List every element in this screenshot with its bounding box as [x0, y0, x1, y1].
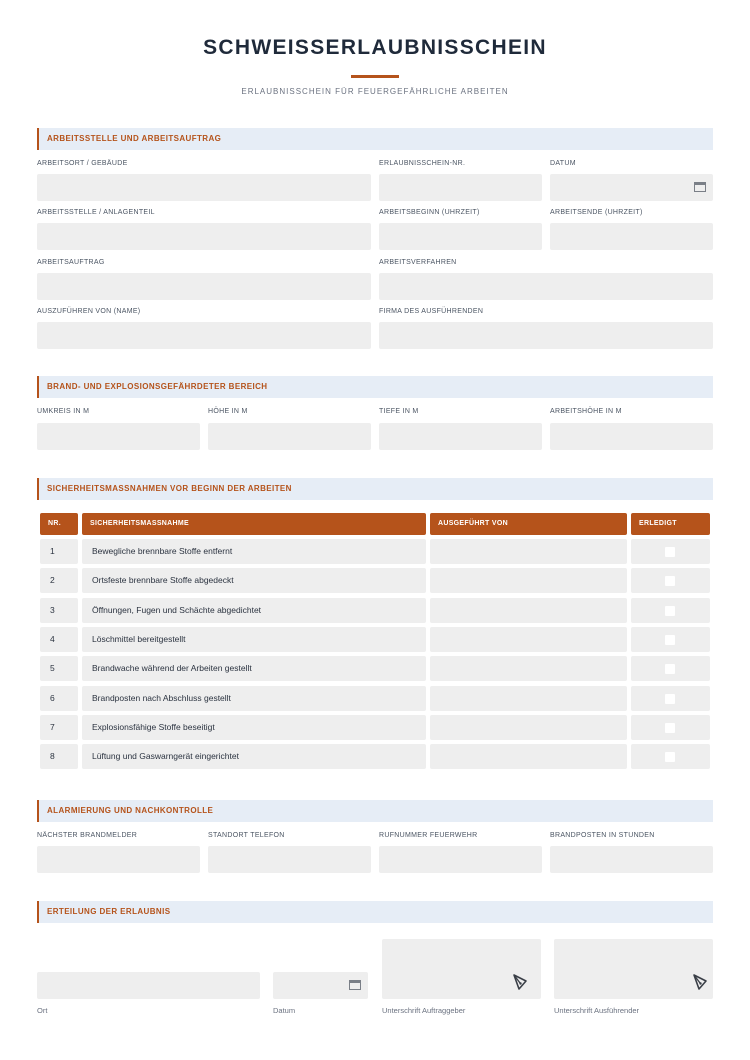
- erledigt-checkbox[interactable]: [665, 752, 675, 762]
- brandmelder-field[interactable]: [37, 846, 200, 873]
- table-cell-massnahme: Explosionsfähige Stoffe beseitigt: [82, 715, 426, 740]
- table-cell-nr: 3: [40, 598, 78, 623]
- erledigt-checkbox[interactable]: [665, 664, 675, 674]
- calendar-icon[interactable]: [349, 980, 361, 990]
- label-umkreis: UMKREIS IN M: [37, 408, 90, 415]
- erledigt-checkbox[interactable]: [665, 606, 675, 616]
- erledigt-checkbox[interactable]: [665, 576, 675, 586]
- title-accent-line: [351, 75, 399, 78]
- label-signature-datum: Datum: [273, 1006, 296, 1015]
- label-arbeitsende: ARBEITSENDE (UHRZEIT): [550, 209, 643, 216]
- label-arbeitshoehe: ARBEITSHÖHE IN M: [550, 408, 622, 415]
- label-erlaubnisschein-nr: ERLAUBNISSCHEIN-NR.: [379, 160, 466, 167]
- table-cell-ausgefuehrt-von[interactable]: [430, 686, 627, 711]
- table-cell-massnahme: Lüftung und Gaswarngerät eingerichtet: [82, 744, 426, 769]
- label-datum: DATUM: [550, 160, 576, 167]
- label-telefon: STANDORT TELEFON: [208, 832, 285, 839]
- table-cell-massnahme: Öffnungen, Fugen und Schächte abgedichtet: [82, 598, 426, 623]
- table-cell-erledigt: [631, 598, 710, 623]
- section-header-alarmierung: ALARMIERUNG UND NACHKONTROLLE: [37, 800, 713, 822]
- table-cell-nr: 8: [40, 744, 78, 769]
- label-arbeitsverfahren: ARBEITSVERFAHREN: [379, 259, 457, 266]
- table-cell-erledigt: [631, 686, 710, 711]
- table-cell-ausgefuehrt-von[interactable]: [430, 627, 627, 652]
- table-cell-ausgefuehrt-von[interactable]: [430, 656, 627, 681]
- signature-ausfuehrender-field[interactable]: [554, 939, 713, 999]
- label-firma: FIRMA DES AUSFÜHRENDEN: [379, 308, 484, 315]
- section-header-brandbereich: BRAND- UND EXPLOSIONSGEFÄHRDETER BEREICH: [37, 376, 713, 398]
- label-arbeitsbeginn: ARBEITSBEGINN (UHRZEIT): [379, 209, 480, 216]
- label-brandmelder: NÄCHSTER BRANDMELDER: [37, 832, 138, 839]
- umkreis-field[interactable]: [37, 423, 200, 450]
- table-cell-nr: 5: [40, 656, 78, 681]
- erledigt-checkbox[interactable]: [665, 635, 675, 645]
- arbeitsauftrag-field[interactable]: [37, 273, 371, 300]
- table-cell-massnahme: Löschmittel bereitgestellt: [82, 627, 426, 652]
- label-arbeitsauftrag: ARBEITSAUFTRAG: [37, 259, 105, 266]
- erlaubnisschein-nr-field[interactable]: [379, 174, 542, 201]
- table-cell-massnahme: Brandposten nach Abschluss gestellt: [82, 686, 426, 711]
- table-header-erledigt: ERLEDIGT: [631, 513, 710, 535]
- section-header-erteilung: ERTEILUNG DER ERLAUBNIS: [37, 901, 713, 923]
- table-cell-erledigt: [631, 539, 710, 564]
- telefon-field[interactable]: [208, 846, 371, 873]
- auszufuehren-von-field[interactable]: [37, 322, 371, 349]
- table-cell-nr: 6: [40, 686, 78, 711]
- label-arbeitsstelle: ARBEITSSTELLE / ANLAGENTEIL: [37, 209, 155, 216]
- label-feuerwehr: RUFNUMMER FEUERWEHR: [379, 832, 478, 839]
- ort-field[interactable]: [37, 972, 260, 999]
- label-arbeitsort: ARBEITSORT / GEBÄUDE: [37, 160, 128, 167]
- arbeitsende-field[interactable]: [550, 223, 713, 250]
- erledigt-checkbox[interactable]: [665, 547, 675, 557]
- brandposten-field[interactable]: [550, 846, 713, 873]
- table-cell-massnahme: Brandwache während der Arbeiten gestellt: [82, 656, 426, 681]
- table-cell-erledigt: [631, 744, 710, 769]
- table-cell-massnahme: Ortsfeste brennbare Stoffe abgedeckt: [82, 568, 426, 593]
- table-cell-nr: 1: [40, 539, 78, 564]
- arbeitsverfahren-field[interactable]: [379, 273, 713, 300]
- table-header-massnahme: SICHERHEITSMASSNAHME: [82, 513, 426, 535]
- tiefe-field[interactable]: [379, 423, 542, 450]
- section-header-arbeitsstelle: ARBEITSSTELLE UND ARBEITSAUFTRAG: [37, 128, 713, 150]
- table-cell-ausgefuehrt-von[interactable]: [430, 598, 627, 623]
- table-cell-ausgefuehrt-von[interactable]: [430, 539, 627, 564]
- table-cell-nr: 7: [40, 715, 78, 740]
- hoehe-field[interactable]: [208, 423, 371, 450]
- erledigt-checkbox[interactable]: [665, 694, 675, 704]
- erledigt-checkbox[interactable]: [665, 723, 675, 733]
- table-cell-ausgefuehrt-von[interactable]: [430, 715, 627, 740]
- table-header-nr: NR.: [40, 513, 78, 535]
- datum-field[interactable]: [550, 174, 713, 201]
- table-cell-erledigt: [631, 656, 710, 681]
- signature-auftraggeber-field[interactable]: [382, 939, 541, 999]
- signature-datum-field[interactable]: [273, 972, 368, 999]
- calendar-icon[interactable]: [694, 182, 706, 192]
- arbeitsbeginn-field[interactable]: [379, 223, 542, 250]
- table-cell-erledigt: [631, 715, 710, 740]
- label-ausfuehrender: Unterschrift Ausführender: [554, 1006, 640, 1015]
- label-hoehe: HÖHE IN M: [208, 408, 248, 415]
- label-auftraggeber: Unterschrift Auftraggeber: [382, 1006, 466, 1015]
- table-cell-ausgefuehrt-von[interactable]: [430, 744, 627, 769]
- arbeitshoehe-field[interactable]: [550, 423, 713, 450]
- table-cell-ausgefuehrt-von[interactable]: [430, 568, 627, 593]
- feuerwehr-field[interactable]: [379, 846, 542, 873]
- table-cell-erledigt: [631, 627, 710, 652]
- table-cell-nr: 4: [40, 627, 78, 652]
- page-subtitle: ERLAUBNISSCHEIN FÜR FEUERGEFÄHRLICHE ARBEITEN: [241, 87, 509, 96]
- label-ort: Ort: [37, 1006, 48, 1015]
- firma-field[interactable]: [379, 322, 713, 349]
- pen-icon: [511, 973, 529, 991]
- label-brandposten: BRANDPOSTEN IN STUNDEN: [550, 832, 655, 839]
- table-cell-massnahme: Bewegliche brennbare Stoffe entfernt: [82, 539, 426, 564]
- arbeitsstelle-field[interactable]: [37, 223, 371, 250]
- label-auszufuehren-von: AUSZUFÜHREN VON (NAME): [37, 308, 141, 315]
- section-header-sicherheitsmassnahmen: SICHERHEITSMASSNAHMEN VOR BEGINN DER ARBEITEN: [37, 478, 713, 500]
- table-cell-nr: 2: [40, 568, 78, 593]
- pen-icon: [691, 973, 709, 991]
- label-tiefe: TIEFE IN M: [379, 408, 419, 415]
- page-title: SCHWEISSERLAUBNISSCHEIN: [203, 36, 547, 59]
- table-header-ausgefuehrt: AUSGEFÜHRT VON: [430, 513, 627, 535]
- table-cell-erledigt: [631, 568, 710, 593]
- arbeitsort-field[interactable]: [37, 174, 371, 201]
